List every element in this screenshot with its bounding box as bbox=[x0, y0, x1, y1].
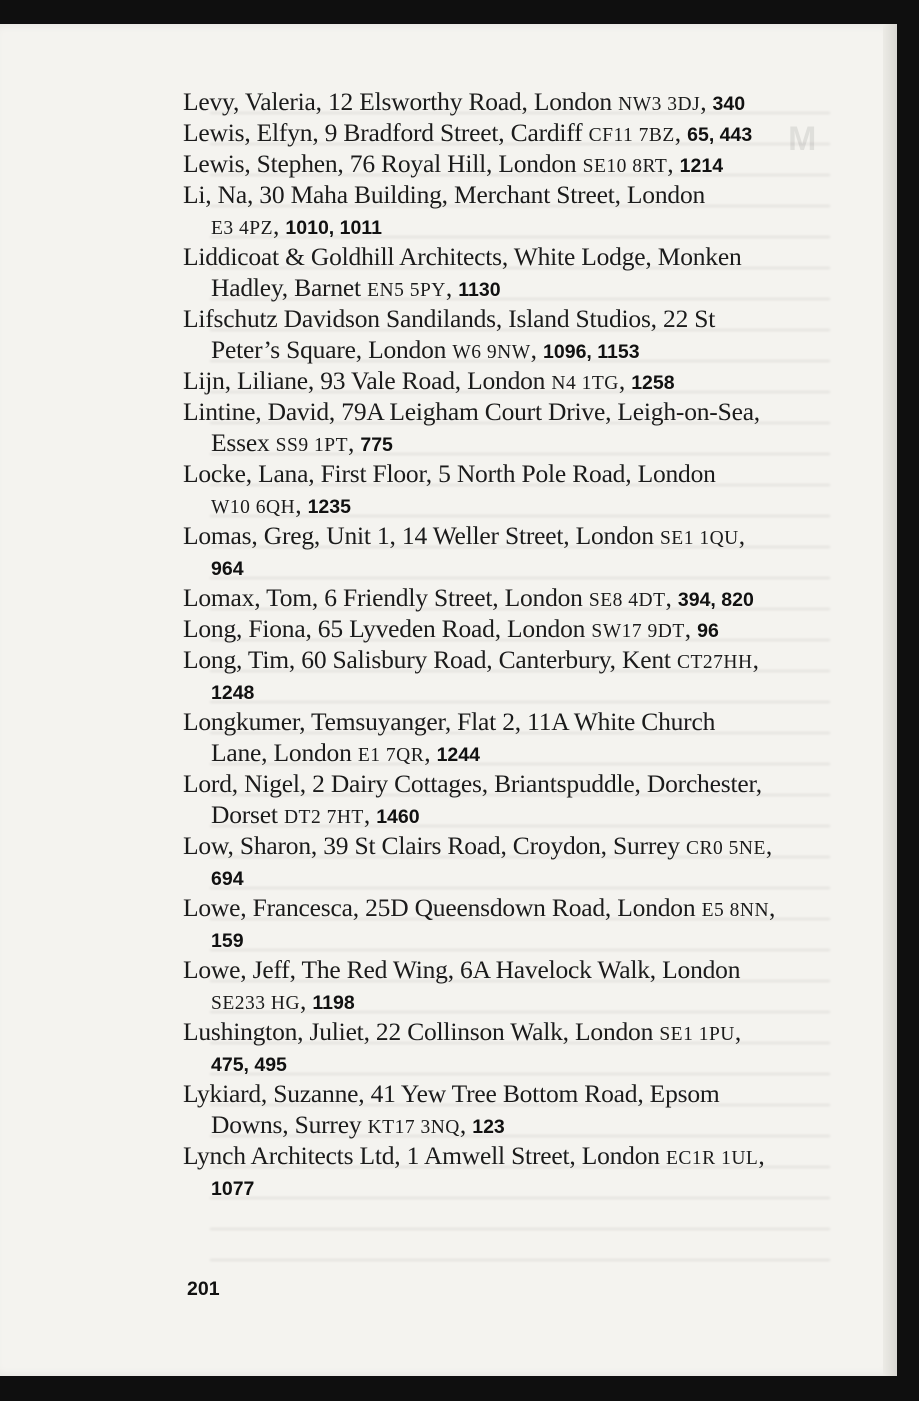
postcode: E1 7QR bbox=[357, 745, 425, 766]
separator: , bbox=[300, 986, 313, 1015]
separator: , bbox=[752, 645, 759, 674]
entry-text: Hadley, Barnet bbox=[211, 273, 368, 302]
separator: , bbox=[618, 366, 632, 395]
entry-text: Lord, Nigel, 2 Dairy Cottages, Briantspuddle, Dorchester, bbox=[183, 769, 762, 798]
postcode: N4 1TG bbox=[551, 373, 619, 394]
entry-text: Lomas, Greg, Unit 1, 14 Weller Street, London bbox=[183, 521, 660, 550]
separator: , bbox=[765, 831, 773, 860]
postcode: CT27HH bbox=[676, 652, 753, 673]
entry-line bbox=[183, 303, 793, 334]
entry-text: Lushington, Juliet, 22 Collinson Walk, London bbox=[183, 1017, 660, 1046]
index-entry bbox=[183, 892, 793, 954]
entry-text: Lynch Architects Ltd, 1 Amwell Street, London bbox=[183, 1141, 667, 1170]
index-entry bbox=[183, 954, 793, 1016]
separator: , bbox=[684, 614, 698, 643]
index-entry bbox=[183, 117, 793, 148]
entry-text: Lane, London bbox=[211, 738, 358, 767]
page-references: 1244 bbox=[436, 744, 480, 766]
entry-line bbox=[183, 706, 793, 737]
entry-continuation-line bbox=[183, 799, 793, 830]
postcode: SS9 1PT bbox=[275, 435, 348, 456]
entry-continuation-line bbox=[183, 861, 793, 892]
page-references: 123 bbox=[472, 1116, 505, 1138]
entry-text: Lykiard, Suzanne, 41 Yew Tree Bottom Road, Epsom bbox=[183, 1079, 720, 1108]
entry-line bbox=[183, 1016, 793, 1047]
entry-line bbox=[183, 179, 793, 210]
entry-line bbox=[183, 148, 793, 179]
separator: , bbox=[667, 149, 680, 178]
page-number: 201 bbox=[187, 1278, 220, 1300]
separator: , bbox=[459, 1110, 473, 1139]
entry-text: Li, Na, 30 Maha Building, Merchant Street, London bbox=[183, 180, 706, 209]
entry-line bbox=[183, 613, 793, 644]
postcode: EN5 5PY bbox=[367, 280, 446, 301]
separator: , bbox=[758, 1141, 765, 1170]
index-entry bbox=[183, 179, 793, 241]
entry-text: Lewis, Stephen, 76 Royal Hill, London bbox=[183, 149, 583, 178]
entry-line bbox=[183, 117, 793, 148]
page-references: 1130 bbox=[458, 279, 501, 301]
show-through-letter: M bbox=[788, 120, 817, 158]
entry-text: Lomax, Tom, 6 Friendly Street, London bbox=[183, 583, 589, 612]
page-references: 1096, 1153 bbox=[543, 341, 640, 363]
entry-line bbox=[183, 892, 793, 923]
entry-line bbox=[183, 1140, 793, 1171]
index-entry bbox=[183, 303, 793, 365]
index-entry bbox=[183, 458, 793, 520]
postcode: CF11 7BZ bbox=[588, 125, 675, 146]
entry-line bbox=[183, 768, 793, 799]
entry-text: Dorset bbox=[211, 800, 284, 829]
entry-text: Locke, Lana, First Floor, 5 North Pole Road, London bbox=[183, 459, 716, 488]
separator: , bbox=[348, 428, 361, 457]
postcode: E5 8NN bbox=[701, 900, 770, 921]
index-entry bbox=[183, 1016, 793, 1078]
entry-text: Liddicoat & Goldhill Architects, White Lodge, Monken bbox=[183, 242, 742, 271]
entry-text: Low, Sharon, 39 St Clairs Road, Croydon, Surrey bbox=[183, 831, 686, 860]
entry-text: Downs, Surrey bbox=[211, 1110, 368, 1139]
entry-line bbox=[183, 582, 793, 613]
index-entry bbox=[183, 706, 793, 768]
entry-text: Lewis, Elfyn, 9 Bradford Street, Cardiff bbox=[183, 118, 589, 147]
entry-line bbox=[183, 520, 793, 551]
entry-text: Lintine, David, 79A Leigham Court Drive, Leigh-on-Sea, bbox=[183, 397, 760, 426]
separator: , bbox=[700, 87, 713, 116]
page-references: 1214 bbox=[679, 155, 724, 177]
entry-continuation-line bbox=[183, 334, 793, 365]
postcode: SW17 9DT bbox=[591, 621, 685, 642]
postcode: KT17 3NQ bbox=[367, 1117, 460, 1138]
page-references: 1077 bbox=[211, 1178, 255, 1200]
entry-line bbox=[183, 86, 793, 117]
entry-line bbox=[183, 396, 793, 427]
entry-line bbox=[183, 458, 793, 489]
postcode: SE233 HG bbox=[211, 993, 301, 1014]
postcode: W10 6QH bbox=[211, 497, 296, 518]
page-references: 394, 820 bbox=[677, 589, 754, 611]
entry-line bbox=[183, 1078, 793, 1109]
postcode: DT2 7HT bbox=[283, 807, 364, 828]
index-entries bbox=[183, 86, 793, 1202]
index-entry bbox=[183, 830, 793, 892]
postcode: EC1R 1UL bbox=[666, 1148, 759, 1169]
page-references: 694 bbox=[211, 868, 244, 890]
separator: , bbox=[674, 118, 688, 147]
entry-line bbox=[183, 241, 793, 272]
page-references: 65, 443 bbox=[687, 124, 753, 146]
page-references: 775 bbox=[360, 434, 393, 456]
entry-continuation-line bbox=[183, 675, 793, 706]
entry-continuation-line bbox=[183, 489, 793, 520]
index-entry bbox=[183, 1140, 793, 1202]
postcode: SE10 8RT bbox=[582, 156, 668, 177]
postcode: SE1 1PU bbox=[659, 1024, 735, 1045]
page-references: 1248 bbox=[211, 682, 255, 704]
postcode: NW3 3DJ bbox=[618, 94, 701, 115]
entry-text: Long, Fiona, 65 Lyveden Road, London bbox=[183, 614, 592, 643]
entry-text: Lijn, Liliane, 93 Vale Road, London bbox=[183, 366, 552, 395]
page-references: 159 bbox=[211, 930, 244, 952]
entry-continuation-line bbox=[183, 1171, 793, 1202]
entry-continuation-line bbox=[183, 923, 793, 954]
entry-text: Longkumer, Temsuyanger, Flat 2, 11A White Church bbox=[183, 707, 716, 736]
entry-text: Long, Tim, 60 Salisbury Road, Canterbury, Kent bbox=[183, 645, 677, 674]
page-references: 340 bbox=[712, 93, 746, 115]
index-entry bbox=[183, 644, 793, 706]
entry-text: Essex bbox=[211, 428, 276, 457]
separator: , bbox=[273, 211, 286, 240]
entry-line bbox=[183, 830, 793, 861]
entry-text: Lifschutz Davidson Sandilands, Island Studios, 22 St bbox=[183, 304, 716, 333]
entry-continuation-line bbox=[183, 1109, 793, 1140]
separator: , bbox=[769, 893, 776, 922]
entry-continuation-line bbox=[183, 272, 793, 303]
entry-continuation-line bbox=[183, 985, 793, 1016]
entry-line bbox=[183, 365, 793, 396]
postcode: SE8 4DT bbox=[588, 590, 666, 611]
separator: , bbox=[295, 490, 308, 519]
separator: , bbox=[445, 273, 459, 302]
entry-line bbox=[183, 644, 793, 675]
page-edge bbox=[883, 24, 897, 1376]
postcode: SE1 1QU bbox=[659, 528, 739, 549]
page-references: 1198 bbox=[312, 992, 355, 1014]
page-references: 96 bbox=[697, 620, 719, 642]
separator: , bbox=[424, 738, 437, 767]
index-entry bbox=[183, 582, 793, 613]
index-entry bbox=[183, 148, 793, 179]
separator: , bbox=[363, 800, 377, 829]
entry-text: Peter’s Square, London bbox=[211, 335, 453, 364]
postcode: E3 4PZ bbox=[211, 218, 274, 239]
entry-continuation-line bbox=[183, 210, 793, 241]
postcode: CR0 5NE bbox=[685, 838, 766, 859]
separator: , bbox=[665, 583, 678, 612]
index-entry bbox=[183, 613, 793, 644]
separator: , bbox=[738, 521, 745, 550]
index-entry bbox=[183, 86, 793, 117]
entry-continuation-line bbox=[183, 427, 793, 458]
separator: , bbox=[530, 335, 544, 364]
page-references: 1235 bbox=[307, 496, 351, 518]
page-references: 475, 495 bbox=[211, 1054, 287, 1076]
index-entry bbox=[183, 365, 793, 396]
page-references: 964 bbox=[211, 558, 244, 580]
page-references: 1010, 1011 bbox=[285, 217, 382, 239]
entry-text: Lowe, Jeff, The Red Wing, 6A Havelock Walk, London bbox=[183, 955, 741, 984]
entry-continuation-line bbox=[183, 551, 793, 582]
separator: , bbox=[734, 1017, 742, 1046]
index-entry bbox=[183, 396, 793, 458]
index-entry bbox=[183, 768, 793, 830]
postcode: W6 9NW bbox=[452, 342, 531, 363]
entry-line bbox=[183, 954, 793, 985]
index-entry bbox=[183, 241, 793, 303]
entry-text: Lowe, Francesca, 25D Queensdown Road, London bbox=[183, 893, 702, 922]
entry-continuation-line bbox=[183, 1047, 793, 1078]
page-references: 1460 bbox=[376, 806, 420, 828]
entry-continuation-line bbox=[183, 737, 793, 768]
index-entry bbox=[183, 1078, 793, 1140]
entry-text: Levy, Valeria, 12 Elsworthy Road, London bbox=[183, 87, 619, 116]
page-references: 1258 bbox=[631, 372, 675, 394]
index-entry bbox=[183, 520, 793, 582]
